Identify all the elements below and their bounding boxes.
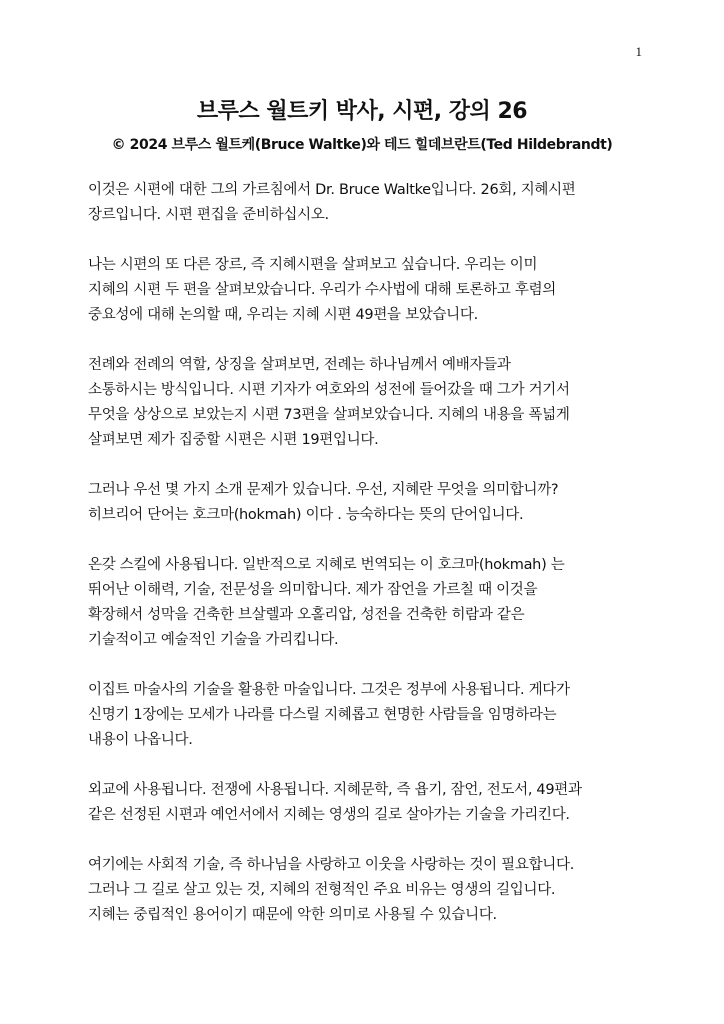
- lecture-body: [88, 178, 648, 953]
- text-line: 이것은 시편에 대한 그의 가르침에서 Dr. Bruce Waltke입니다. 26회, 지혜시편: [88, 182, 576, 198]
- paragraph-3: [88, 353, 648, 453]
- paragraph-4: [88, 478, 648, 528]
- text-line: 신명기 1장에는 모세가 나라를 다스릴 지혜롭고 현명한 사람들을 임명하라는: [88, 707, 557, 723]
- text-line: 이집트 마술사의 기술을 활용한 마술입니다. 그것은 정부에 사용됩니다. 게다가: [88, 682, 570, 698]
- text-line: 그러나 우선 몇 가지 소개 문제가 있습니다. 우선, 지혜란 무엇을 의미합니까?: [88, 482, 559, 498]
- text-line: 뛰어난 이해력, 기술, 전문성을 의미합니다. 제가 잠언을 가르칠 때 이것을: [88, 582, 538, 598]
- text-line: 살펴보면 제가 집중할 시편은 시편 19편입니다.: [88, 432, 379, 448]
- paragraph-7: [88, 778, 648, 828]
- text-line: 외교에 사용됩니다. 전쟁에 사용됩니다. 지혜문학, 즉 욥기, 잠언, 전도서, 49편과: [88, 782, 582, 798]
- text-line: 나는 시편의 또 다른 장르, 즉 지혜시편을 살펴보고 싶습니다. 우리는 이미: [88, 257, 538, 273]
- text-line: 기술적이고 예술적인 기술을 가리킵니다.: [88, 632, 339, 648]
- lecture-title: 브루스 월트키 박사, 시편, 강의 26: [196, 99, 528, 124]
- text-line: 확장해서 성막을 건축한 브살렐과 오홀리압, 성전을 건축한 히람과 같은: [88, 607, 525, 623]
- copyright-line: © 2024 브루스 월트케(Bruce Waltke)와 테드 힐데브란트(Ted Hildebrandt): [111, 137, 613, 153]
- text-line: 지혜는 중립적인 용어이기 때문에 악한 의미로 사용될 수 있습니다.: [88, 907, 497, 923]
- paragraph-8: [88, 853, 648, 928]
- text-line: 중요성에 대해 논의할 때, 우리는 지혜 시편 49편을 보았습니다.: [88, 307, 478, 323]
- text-line: 내용이 나옵니다.: [88, 732, 193, 748]
- text-line: 장르입니다. 시편 편집을 준비하십시오.: [88, 207, 329, 223]
- text-line: 온갖 스킬에 사용됩니다. 일반적으로 지혜로 번역되는 이 호크마(hokmah) 는: [88, 557, 565, 573]
- page-number: 1: [635, 44, 642, 59]
- text-line: 무엇을 상상으로 보았는지 시편 73편을 살펴보았습니다. 지혜의 내용을 폭넓게: [88, 407, 570, 423]
- text-line: 소통하시는 방식입니다. 시편 기자가 여호와의 성전에 들어갔을 때 그가 거기서: [88, 382, 570, 398]
- text-line: 히브리어 단어는 호크마(hokmah) 이다 . 능숙하다는 뜻의 단어입니다.: [88, 507, 524, 523]
- text-line: 여기에는 사회적 기술, 즉 하나님을 사랑하고 이웃을 사랑하는 것이 필요합니다.: [88, 857, 575, 873]
- text-line: 그러나 그 길로 살고 있는 것, 지혜의 전형적인 주요 비유는 영생의 길입니다.: [88, 882, 556, 898]
- paragraph-1: [88, 178, 648, 228]
- text-line: 같은 선정된 시편과 예언서에서 지혜는 영생의 길로 살아가는 기술을 가리킨다.: [88, 807, 570, 823]
- text-line: 지혜의 시편 두 편을 살펴보았습니다. 우리가 수사법에 대해 토론하고 후렴의: [88, 282, 557, 298]
- text-line: 전례와 전례의 역할, 상징을 살펴보면, 전례는 하나님께서 예배자들과: [88, 357, 511, 373]
- paragraph-5: [88, 553, 648, 653]
- paragraph-2: [88, 253, 648, 328]
- paragraph-6: [88, 678, 648, 753]
